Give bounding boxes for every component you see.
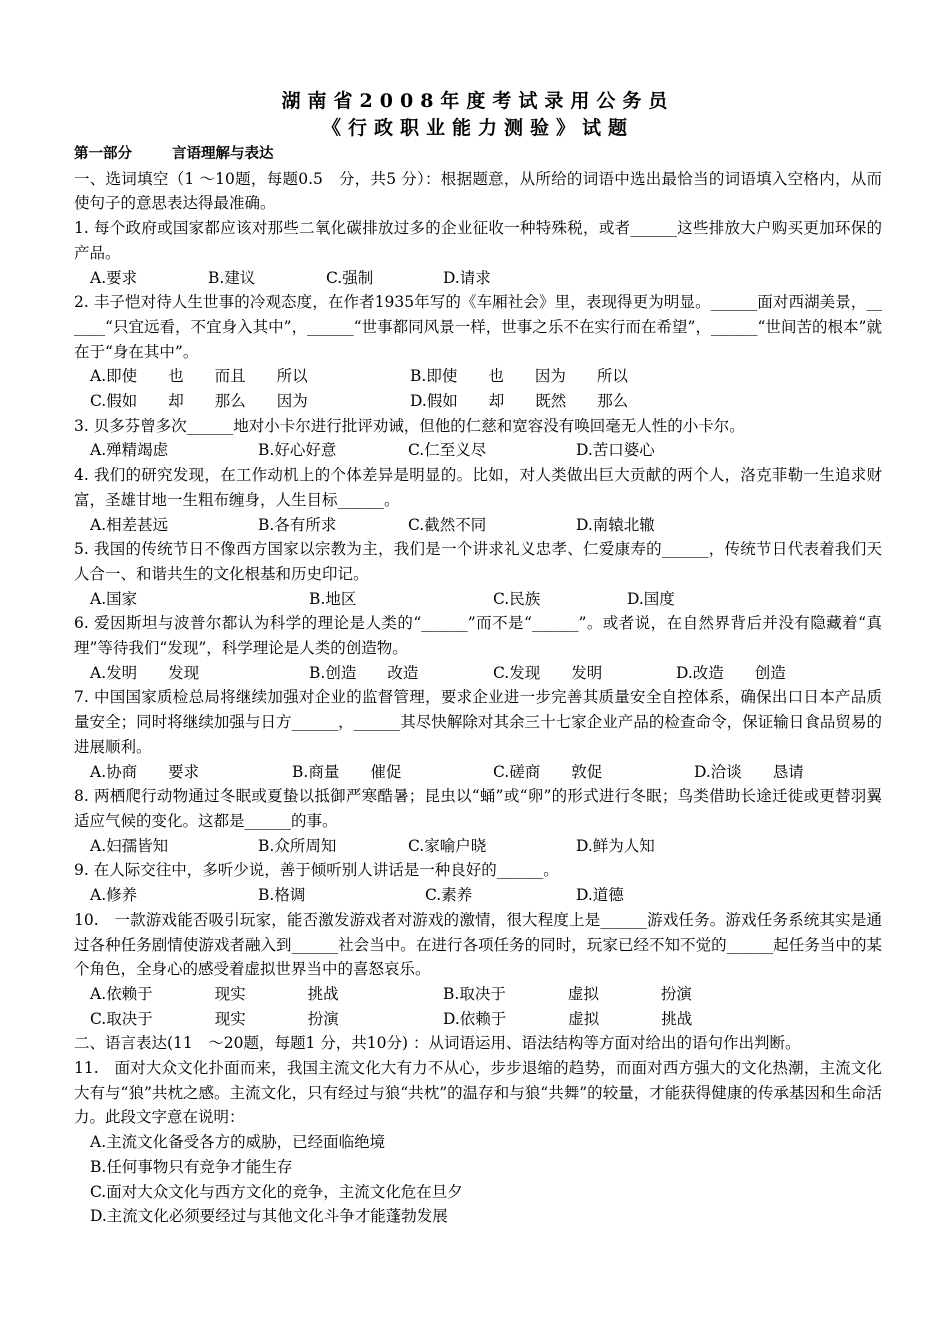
option-a: A.殚精竭虑	[90, 441, 169, 460]
question-stem: 6. 爱因斯坦与波普尔都认为科学的理论是人类的“______”而不是“______”。或者说，在自然界背后并没有隐藏着“真理”等待我们“发现”，科学理论是人类的创造物。	[74, 614, 882, 658]
section-label: 第一部分	[74, 145, 132, 162]
option-b: B.众所周知	[258, 836, 337, 855]
option-b: B.建议	[208, 268, 256, 287]
option-d: D.苦口婆心	[576, 441, 655, 460]
question-stem: 7. 中国国家质检总局将继续加强对企业的监督管理，要求企业进一步完善其质量安全自控体系，确保出口日本产品质量安全；同时将继续加强与日方______，______其尽快解除对其余三十七家企业产品的检查命令，保证输日食品贸易的进展顺利。	[74, 688, 882, 756]
answer-options	[74, 661, 882, 686]
option-b: B.各有所求	[258, 515, 337, 534]
part1-instructions: 一、选词填空（1 ～10题，每题0.5 分，共5 分）：根据题意，从所给的词语中选出最恰当的词语填入空格内，从而使句子的意思表达得最准确。	[74, 169, 882, 213]
option-d: D.主流文化必须要经过与其他文化斗争才能蓬勃发展	[90, 1207, 448, 1226]
option-a: A.修养	[90, 886, 138, 905]
option-b: B.取决于 虚拟 扮演	[443, 984, 692, 1003]
answer-options	[74, 834, 882, 859]
option-d: D.南辕北辙	[576, 515, 655, 534]
option-a: A.发明 发现	[90, 663, 200, 682]
answer-options	[74, 587, 882, 612]
question-stem: 9. 在人际交往中，多听少说，善于倾听别人讲话是一种良好的______。	[74, 861, 559, 880]
option-c: C.发现 发明	[493, 663, 603, 682]
question-stem: 3. 贝多芬曾多次______地对小卡尔进行批评劝诫，但他的仁慈和宽容没有唤回毫无人性的小卡尔。	[74, 416, 745, 435]
option-d: D.依赖于 虚拟 挑战	[443, 1009, 693, 1028]
exam-title-line2: 《行政职业能力测验》试题	[321, 117, 634, 139]
section-heading	[74, 142, 882, 167]
option-a: A.即使 也 而且 所以	[90, 367, 308, 386]
answer-options	[74, 1007, 882, 1032]
question-stem: 8. 两栖爬行动物通过冬眠或夏蛰以抵御严寒酷暑；昆虫以“蛹”或“卵”的形式进行冬眠；鸟类借助长途迁徙或更替羽翼适应气候的变化。这都是______的事。	[74, 787, 882, 830]
option-c: C.仁至义尽	[408, 441, 487, 460]
part2-instructions: 二、语言表达(11 ～20题，每题1 分，共10分) ：从词语运用、语法结构等方面对给出的语句作出判断。	[74, 1034, 801, 1053]
answer-options	[74, 438, 882, 463]
question-stem: 2. 丰子恺对待人生世事的冷观态度，在作者1935年写的《车厢社会》里，表现得更为明显。______面对西湖美景，______“只宜远看，不宜身入其中”，______“世事都同风景一样，世事之乐不在实行而在希望”，______“世间苦的根本”就在于“身在其中”。	[74, 293, 882, 361]
option-d: D.国度	[627, 589, 675, 608]
option-a: A.依赖于 现实 挑战	[90, 984, 339, 1003]
option-c: C.家喻户晓	[408, 836, 487, 855]
option-c: C.素养	[425, 886, 473, 905]
option-a: A.相差甚远	[90, 515, 169, 534]
option-b: B.任何事物只有竞争才能生存	[90, 1157, 293, 1176]
answer-options	[74, 364, 882, 389]
option-b: B.商量 催促	[292, 762, 402, 781]
option-b: B.好心好意	[258, 441, 337, 460]
option-b: B.格调	[258, 886, 306, 905]
answer-options	[74, 883, 882, 908]
option-c: C.磋商 敦促	[493, 762, 603, 781]
answer-options	[74, 513, 882, 538]
option-c: C.假如 却 那么 因为	[90, 392, 308, 411]
section-name: 言语理解与表达	[172, 145, 274, 162]
answer-options	[74, 982, 882, 1007]
option-a: A.协商 要求	[90, 762, 200, 781]
option-c: C.民族	[493, 589, 541, 608]
option-a: A.主流文化备受各方的威胁，已经面临绝境	[90, 1133, 386, 1152]
question-stem: 5. 我国的传统节日不像西方国家以宗教为主，我们是一个讲求礼义忠孝、仁爱康寿的______，传统节日代表着我们天人合一、和谐共生的文化根基和历史印记。	[74, 540, 882, 583]
answer-options	[74, 760, 882, 785]
question-stem: 11. 面对大众文化扑面而来，我国主流文化大有力不从心，步步退缩的趋势，而面对西方强大的文化热潮，主流文化大有与“狼”共枕之感。主流文化，只有经过与狼“共枕”的温存和与狼“共舞”的较量，才能获得健康的传承基因和生命活力。此段文字意在说明：	[74, 1059, 882, 1127]
option-d: D.洽谈 恳请	[694, 762, 804, 781]
option-a: A.妇孺皆知	[90, 836, 169, 855]
option-d: D.道德	[576, 886, 624, 905]
option-d: D.改造 创造	[676, 663, 786, 682]
option-d: D.请求	[443, 268, 491, 287]
option-c: C.取决于 现实 扮演	[90, 1009, 339, 1028]
question-stem: 1. 每个政府或国家都应该对那些二氧化碳排放过多的企业征收一种特殊税，或者______这些排放大户购买更加环保的产品。	[74, 219, 882, 262]
option-c: C.强制	[326, 268, 374, 287]
option-b: B.地区	[309, 589, 357, 608]
option-d: D.鲜为人知	[576, 836, 655, 855]
question-stem: 10. 一款游戏能否吸引玩家，能否激发游戏者对游戏的激情，很大程度上是______游戏任务。游戏任务系统其实是通过各种任务剧情使游戏者融入到______社会当中。在进行各项任务的同时，玩家已经不知不觉的______起任务当中的某个角色，全身心的感受着虚拟世界当中的喜怒哀乐。	[74, 910, 882, 979]
option-d: D.假如 却 既然 那么	[410, 392, 629, 411]
option-a: A.要求	[90, 268, 138, 287]
answer-options	[74, 266, 882, 291]
option-a: A.国家	[90, 589, 138, 608]
exam-title-line1: 湖南省2008年度考试录用公务员	[281, 90, 675, 112]
option-b: B.即使 也 因为 所以	[410, 367, 628, 386]
answer-options	[74, 389, 882, 414]
option-c: C.面对大众文化与西方文化的竞争，主流文化危在旦夕	[90, 1182, 463, 1201]
question-stem: 4. 我们的研究发现，在工作动机上的个体差异是明显的。比如，对人类做出巨大贡献的两个人，洛克菲勒一生追求财富，圣雄甘地一生粗布缠身，人生目标______。	[74, 466, 882, 509]
option-b: B.创造 改造	[309, 663, 419, 682]
option-c: C.截然不同	[408, 515, 487, 534]
